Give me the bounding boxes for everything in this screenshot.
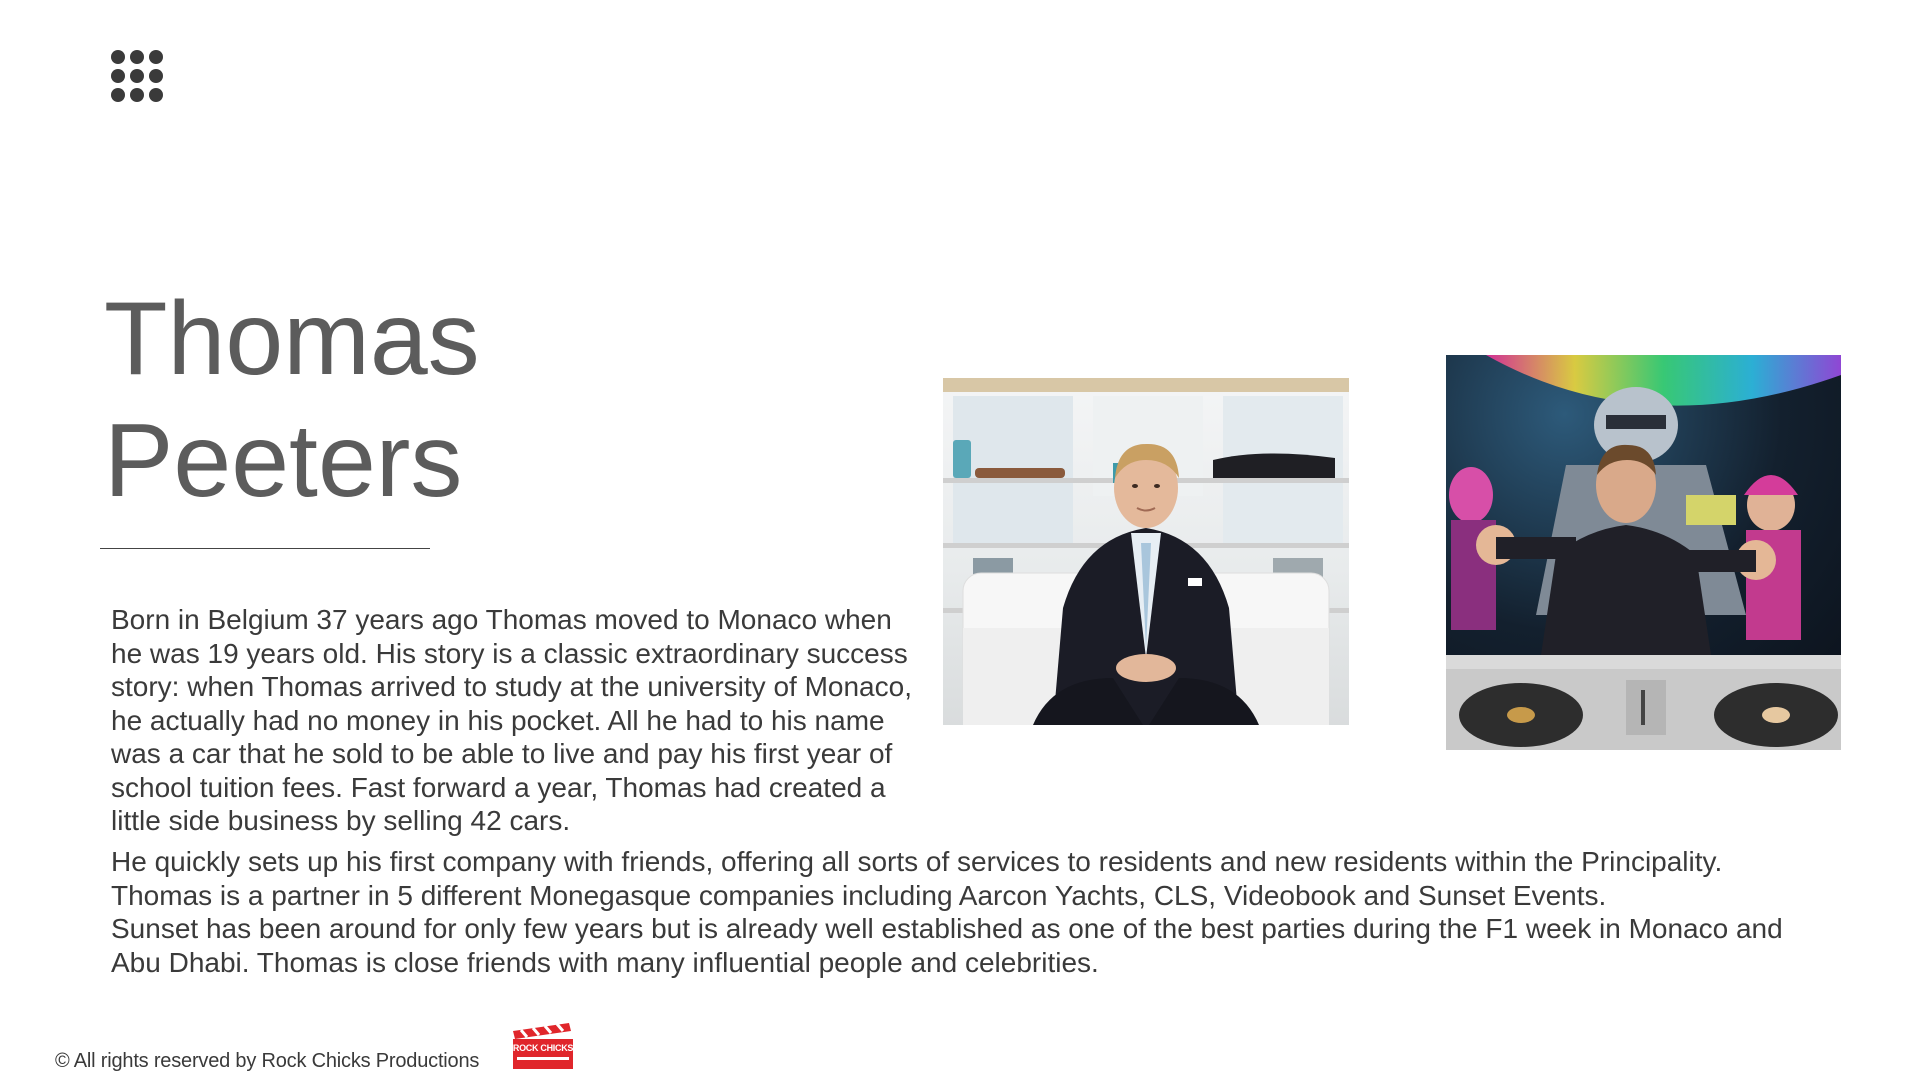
portrait-party-photo [1446,355,1841,750]
grid-dot [149,50,163,64]
grid-dot [130,50,144,64]
grid-menu-icon[interactable] [111,50,163,102]
grid-dot [130,69,144,83]
grid-dot [149,69,163,83]
bio-line: He quickly sets up his first company with friends, offering all sorts of services to residents and new residents within the Principality. [111,846,1723,877]
rock-chicks-logo-icon[interactable] [511,1021,575,1069]
bio-intro-paragraph: Born in Belgium 37 years ago Thomas moved to Monaco when he was 19 years old. His story is a classic extraordinary success story: when Thomas arrived to study at the university of Monaco, he actually had no money in his pocket. All he had to his name was a car that he sold to be able to live and pay his first year of school tuition fees. Fast forward a year, Thomas had created a little side business by selling 42 cars. [111,604,912,836]
last-name: Peeters [104,403,463,519]
grid-dot [111,88,125,102]
portrait-office-photo [943,378,1349,725]
grid-dot [111,50,125,64]
grid-dot [149,88,163,102]
footer-copyright: © All rights reserved by Rock Chicks Productions [55,1050,480,1072]
first-name: Thomas [104,281,480,397]
page-title [104,278,480,522]
grid-dot [111,69,125,83]
grid-dot [130,88,144,102]
bio-line: Sunset has been around for only few years but is already well established as one of the best parties during the F1 week in Monaco and Abu Dhabi. Thomas is close friends with many influential people and celebrities. [111,913,1783,978]
bio-continued [111,845,1831,979]
bio-line: Thomas is a partner in 5 different Monegasque companies including Aarcon Yachts, CLS, Videobook and Sunset Events. [111,879,1607,911]
title-divider [100,548,430,549]
logo-label: ROCK CHICKS [512,1043,574,1053]
